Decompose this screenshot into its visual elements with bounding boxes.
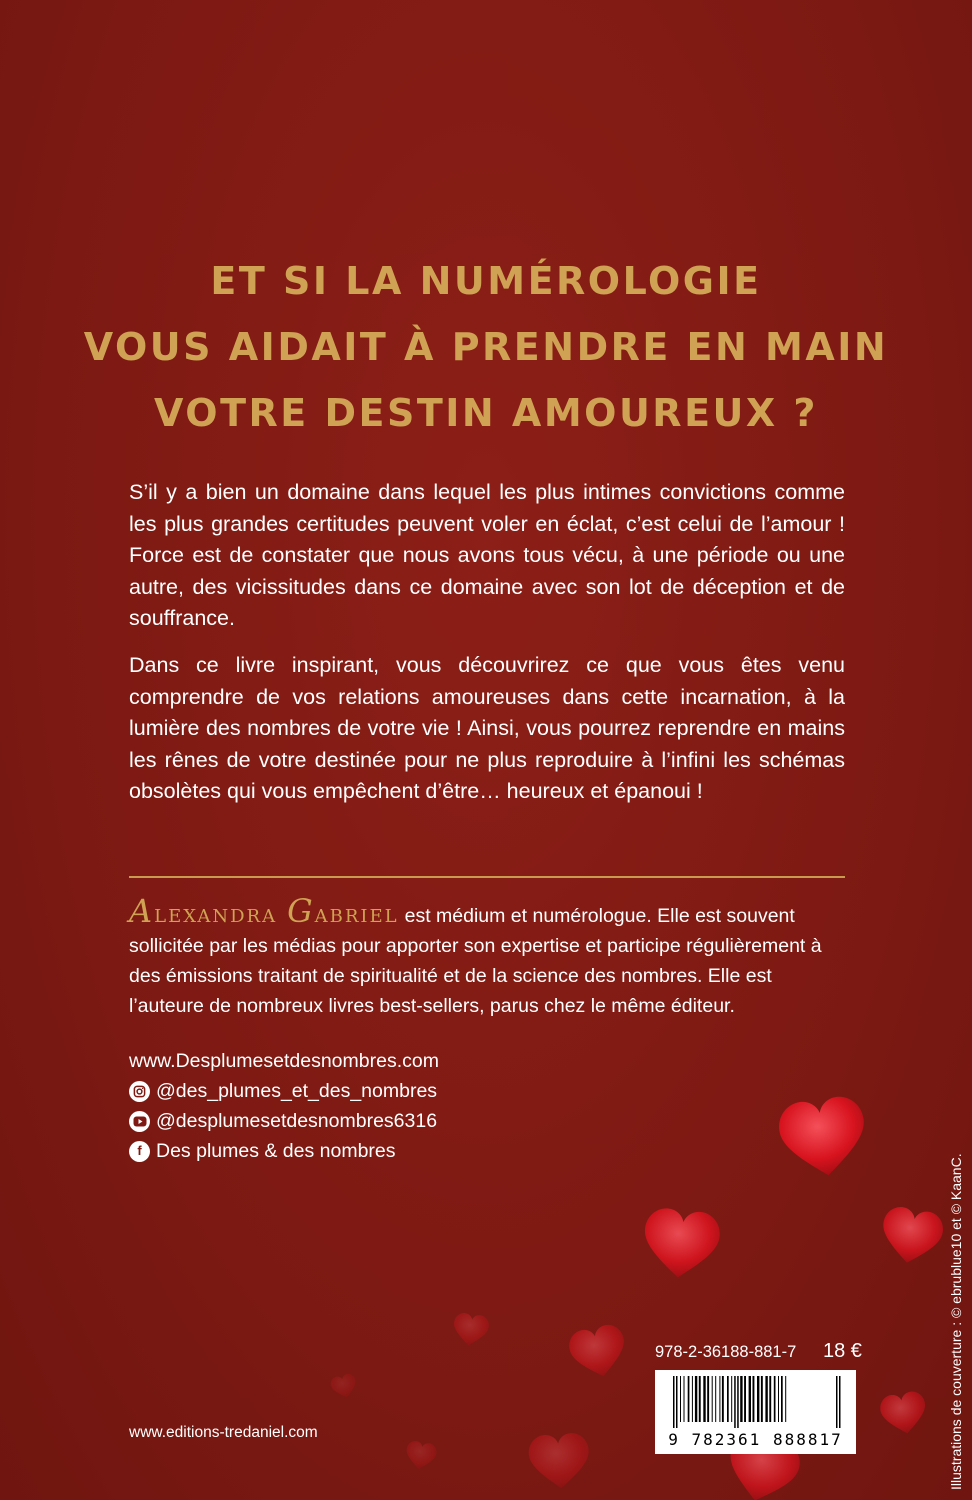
website-link[interactable]: www.Desplumesetdesnombres.com bbox=[129, 1050, 439, 1072]
headline-line-1: ET SI LA NUMÉROLOGIE bbox=[210, 259, 762, 303]
heart-shape bbox=[528, 1432, 592, 1490]
author-last-initial: G bbox=[287, 892, 315, 930]
barcode bbox=[655, 1370, 856, 1454]
heart-shape bbox=[329, 1372, 359, 1400]
headline-line-2: VOUS AIDAIT À PRENDRE EN MAIN bbox=[83, 325, 889, 369]
barcode-bar bbox=[695, 1376, 697, 1422]
contact-block bbox=[129, 1046, 439, 1166]
author-first-initial: A bbox=[129, 892, 155, 930]
headline-line-3: VOTRE DESTIN AMOUREUX ? bbox=[154, 391, 818, 435]
barcode-bar bbox=[712, 1376, 713, 1422]
barcode-bar bbox=[774, 1376, 776, 1422]
barcode-bar bbox=[688, 1376, 690, 1422]
barcode-bars bbox=[655, 1370, 856, 1432]
youtube-row bbox=[129, 1106, 439, 1136]
barcode-bar bbox=[699, 1376, 701, 1422]
divider-rule bbox=[129, 876, 845, 878]
heart-shape bbox=[451, 1312, 490, 1348]
barcode-number: 9 782361 888817 bbox=[668, 1430, 843, 1449]
intro-paragraph: S’il y a bien un domaine dans lequel les plus intimes convictions comme les plus grandes certitudes peuvent voler en éclat, c’est celui de l’amour ! Force est de constater que nous avons tous vécu, à une période ou une autre, des vicissitudes dans ce domaine avec son lot de déception et de souffrance. bbox=[129, 480, 845, 630]
instagram-icon bbox=[129, 1081, 150, 1102]
heart-shape bbox=[566, 1322, 630, 1382]
publisher-url[interactable]: www.editions-tredaniel.com bbox=[129, 1424, 318, 1441]
barcode-bar bbox=[778, 1376, 779, 1422]
barcode-bar bbox=[684, 1376, 685, 1422]
barcode-bar bbox=[769, 1376, 771, 1422]
cover-credits: Illustrations de couverture : © ebrublue10 et © KaanC. bbox=[948, 1153, 964, 1490]
price-text: 18 € bbox=[823, 1340, 862, 1362]
barcode-bar bbox=[781, 1376, 783, 1422]
barcode-bar bbox=[692, 1376, 693, 1422]
barcode-bar bbox=[727, 1376, 729, 1422]
heart-shape bbox=[877, 1204, 945, 1268]
barcode-bar bbox=[761, 1376, 763, 1422]
barcode-bar bbox=[757, 1376, 759, 1422]
barcode-bar bbox=[785, 1376, 786, 1422]
barcode-bar bbox=[676, 1376, 678, 1428]
facebook-icon: f bbox=[129, 1141, 150, 1162]
author-first-rest: lexandra bbox=[154, 899, 278, 928]
heart-shape bbox=[776, 1094, 871, 1182]
heart-shape bbox=[640, 1206, 722, 1281]
youtube-icon bbox=[129, 1111, 150, 1132]
isbn-text: 978-2-36188-881-7 bbox=[655, 1343, 797, 1361]
author-last-rest: abriel bbox=[314, 899, 399, 928]
barcode-bar bbox=[680, 1376, 681, 1422]
barcode-bar bbox=[737, 1376, 739, 1428]
youtube-handle[interactable]: @desplumesetdesnombres6316 bbox=[156, 1110, 438, 1132]
barcode-bar bbox=[715, 1376, 716, 1422]
heart-shape bbox=[404, 1440, 438, 1472]
barcode-bar bbox=[753, 1376, 755, 1422]
description-paragraph: Dans ce livre inspirant, vous découvrirez ce que vous êtes venu comprendre de vos relations amoureuses dans cette incarnation, à la lumière des nombres de votre vie ! Ainsi, vous pourrez reprendre en mains les rênes de votre destinée pour ne plus reproduire à l’infini les schémas obsolètes qui vous empêchent d’être… heureux et épanoui ! bbox=[129, 653, 845, 803]
author-bio bbox=[129, 892, 845, 1021]
facebook-page[interactable]: Des plumes & des nombres bbox=[156, 1140, 396, 1162]
barcode-bar bbox=[703, 1376, 705, 1422]
website-row bbox=[129, 1046, 439, 1076]
barcode-bar bbox=[839, 1376, 841, 1428]
barcode-bar bbox=[744, 1376, 746, 1422]
instagram-row bbox=[129, 1076, 439, 1106]
barcode-bar bbox=[673, 1376, 675, 1428]
barcode-bar bbox=[722, 1376, 724, 1422]
headline bbox=[60, 248, 912, 446]
barcode-bar bbox=[765, 1376, 767, 1422]
barcode-bar bbox=[719, 1376, 720, 1422]
heart-shape bbox=[878, 1390, 929, 1438]
barcode-bar bbox=[740, 1376, 742, 1422]
barcode-bar bbox=[749, 1376, 751, 1422]
author-bio-text: est médium et numérologue. Elle est souvent sollicitée par les médias pour apporter son expertise et participe régulièrement à des émissions traitant de spiritualité et de la science des nombres. Elle est l’auteure de nombreux livres best-sellers, parus chez le même éditeur. bbox=[129, 905, 822, 1017]
author-name bbox=[129, 892, 399, 930]
barcode-bar bbox=[734, 1376, 736, 1428]
barcode-bar bbox=[731, 1376, 732, 1422]
facebook-row bbox=[129, 1136, 439, 1166]
barcode-bar bbox=[836, 1376, 838, 1428]
instagram-handle[interactable]: @des_plumes_et_des_nombres bbox=[156, 1080, 438, 1102]
barcode-bar bbox=[707, 1376, 709, 1422]
